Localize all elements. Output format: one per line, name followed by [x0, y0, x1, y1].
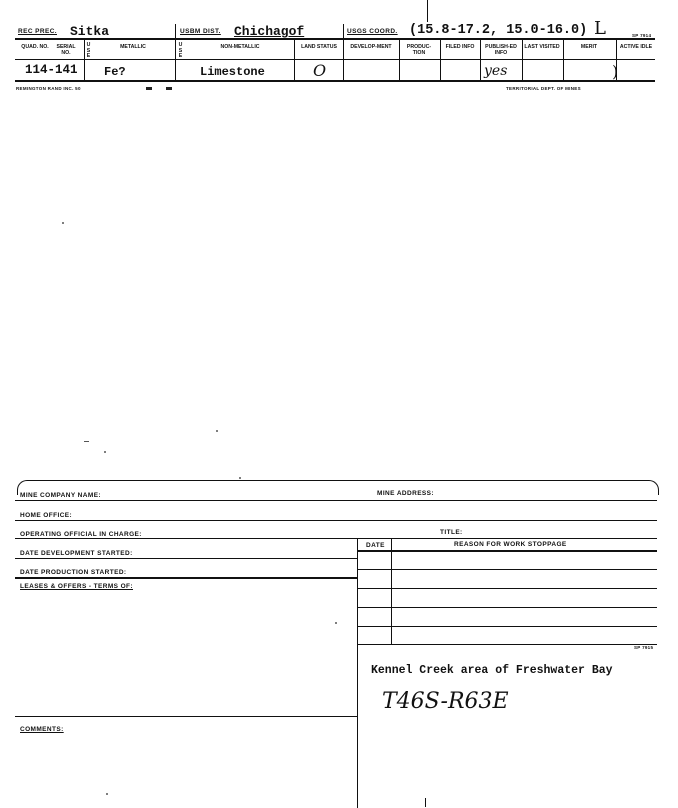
active-idle-mark: ): [612, 62, 619, 81]
date-development-label: DATE DEVELOPMENT STARTED:: [20, 550, 133, 557]
rule: [357, 550, 657, 552]
date-column-divider: [391, 538, 392, 644]
date-production-label: DATE PRODUCTION STARTED:: [20, 569, 127, 576]
rule: [357, 569, 657, 570]
speck: [104, 451, 106, 453]
title-label: TITLE:: [440, 529, 463, 536]
rule: [357, 626, 657, 627]
col-land-status: LAND STATUS: [301, 44, 337, 50]
col-metallic: METALLIC: [120, 44, 146, 50]
usbm-dist-label: USBM DIST.: [180, 28, 221, 35]
reason-column-header: REASON FOR WORK STOPPAGE: [454, 541, 567, 548]
footer-right-text: TERRITORIAL DEPT. OF MINES: [506, 86, 581, 91]
col-last-visited: LAST VISITED: [524, 44, 560, 50]
usgs-coord-label: USGS COORD.: [347, 28, 398, 35]
divider: [343, 24, 344, 80]
corner-check-mark: L: [594, 18, 606, 39]
rule: [15, 538, 657, 539]
rule: [15, 80, 655, 82]
card-top-edge: [17, 480, 659, 495]
col-serial: SERIAL NO.: [56, 44, 76, 56]
col-published-info: PUBLISH-ED INFO: [485, 44, 517, 56]
col-use-nonmetallic: U S E: [178, 42, 183, 59]
speck: [335, 622, 337, 624]
col-filed-info: FILED INFO: [445, 44, 475, 50]
speck: [239, 477, 241, 479]
bottom-form-number: SP 7915: [634, 645, 654, 650]
registration-mark: [166, 87, 172, 90]
mine-address-label: MINE ADDRESS:: [377, 490, 434, 497]
form-number: SP 7914: [632, 33, 652, 38]
quad-serial-value: 114-141: [25, 63, 78, 77]
speck: [216, 430, 218, 432]
mine-company-name-label: MINE COMPANY NAME:: [20, 492, 101, 499]
divider: [175, 24, 176, 80]
footer-left-text: REMINGTON RAND INC. 50: [16, 86, 81, 91]
speck: [62, 222, 64, 224]
rule: [15, 716, 357, 717]
home-office-label: HOME OFFICE:: [20, 512, 73, 519]
rec-prec-label: REC PREC.: [18, 28, 57, 35]
rule: [15, 577, 357, 579]
rec-prec-value: Sitka: [70, 24, 110, 39]
rule: [357, 644, 657, 645]
location-note: Kennel Creek area of Freshwater Bay: [371, 664, 613, 677]
rule: [15, 558, 357, 559]
speck: [106, 793, 108, 795]
nonmetallic-value: Limestone: [200, 65, 265, 79]
rule: [15, 500, 657, 501]
rule: [357, 607, 657, 608]
rule: [357, 588, 657, 589]
col-active-idle: ACTIVE IDLE: [619, 44, 653, 50]
registration-tick: [427, 0, 428, 22]
operating-official-label: OPERATING OFFICIAL IN CHARGE:: [20, 531, 142, 538]
leases-offers-label: LEASES & OFFERS - TERMS OF:: [20, 583, 133, 590]
rule: [15, 38, 655, 40]
col-production: PRODUC-TION: [406, 44, 432, 56]
col-merit: MERIT: [580, 44, 598, 50]
speck: [84, 441, 89, 442]
metallic-value: Fe?: [104, 65, 126, 79]
published-info-value: yes: [484, 63, 508, 79]
col-nonmetallic: NON-METALLIC: [220, 44, 260, 50]
usgs-coord-value: (15.8-17.2, 15.0-16.0): [409, 23, 588, 38]
township-range-handwritten: T46S-R63E: [382, 689, 509, 714]
usbm-dist-value: Chichagof: [234, 24, 305, 39]
comments-label: COMMENTS:: [20, 726, 64, 733]
land-status-value: O: [313, 61, 327, 80]
date-column-header: DATE: [366, 542, 385, 549]
rule: [15, 520, 657, 521]
col-quad: QUAD. NO.: [21, 44, 49, 50]
rule: [15, 59, 655, 60]
registration-mark: [146, 87, 152, 90]
center-divider: [357, 538, 358, 808]
col-development: DEVELOP-MENT: [350, 44, 392, 50]
col-use-metallic: U S E: [86, 42, 91, 59]
registration-tick: [425, 798, 426, 807]
